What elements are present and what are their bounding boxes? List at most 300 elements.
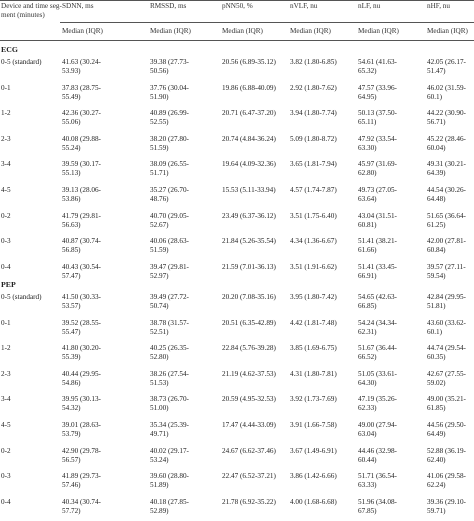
cell-rmssd (150, 421, 189, 439)
cell-line: 51.81) (427, 302, 446, 310)
cell-sdnn (62, 472, 101, 490)
cell-line: 60.44) (358, 456, 377, 464)
cell-line: 40.89 (26.99- (150, 109, 189, 117)
cell-line: 44.54 (30.26- (427, 186, 466, 194)
column-header-pnn50: pNN50, % (222, 2, 253, 10)
cell-rmssd (150, 58, 189, 76)
cell-sdnn (62, 212, 101, 230)
cell-line: 40.43 (30.54- (62, 263, 101, 271)
cell-nlf (358, 135, 397, 153)
cell-line: 64.95) (358, 93, 377, 101)
cell-line: 4.34 (1.36-6.67) (290, 237, 337, 245)
cell-sdnn (62, 109, 101, 127)
cell-nvlf (290, 421, 337, 430)
cell-line: 55.24) (62, 144, 81, 152)
row-label: 1-2 (1, 344, 11, 352)
column-header-nvlf: nVLF, nu (290, 2, 318, 10)
cell-line: 57.72) (62, 507, 81, 515)
row-label: 0-2 (1, 447, 11, 455)
cell-line: 39.59 (30.17- (62, 160, 101, 168)
cell-line: 40.44 (29.95- (62, 370, 101, 378)
cell-line: 23.49 (6.37-36.12) (222, 212, 276, 220)
cell-line: 4.00 (1.68-6.68) (290, 498, 337, 506)
cell-line: 41.79 (29.81- (62, 212, 101, 220)
cell-line: 59.02) (427, 379, 446, 387)
cell-line: 42.00 (27.81- (427, 237, 466, 245)
cell-line: 51.89) (150, 481, 169, 489)
cell-line: 21.78 (6.92-35.22) (222, 498, 276, 506)
cell-rmssd (150, 395, 189, 413)
cell-nhf (427, 109, 466, 127)
cell-line: 3.95 (1.80-7.42) (290, 293, 337, 301)
cell-rmssd (150, 319, 189, 337)
row-label: 1-2 (1, 109, 11, 117)
cell-line: 38.73 (26.70- (150, 395, 189, 403)
cell-line: 20.74 (4.84-36.24) (222, 135, 276, 143)
row-label: 0-2 (1, 212, 11, 220)
cell-line: 61.25) (427, 221, 446, 229)
cell-sdnn (62, 135, 101, 153)
cell-line: 66.91) (358, 272, 377, 280)
cell-line: 3.91 (1.66-7.58) (290, 421, 337, 429)
cell-line: 51.71 (36.54- (358, 472, 397, 480)
cell-nvlf (290, 160, 337, 169)
cell-pnn50 (222, 237, 276, 246)
cell-line: 54.61 (41.63- (358, 58, 397, 66)
cell-line: 63.30) (358, 144, 377, 152)
cell-line: 2.92 (1.80-7.62) (290, 84, 337, 92)
cell-line: 19.86 (6.88-40.09) (222, 84, 276, 92)
cell-nvlf (290, 395, 337, 404)
cell-line: 35.27 (26.70- (150, 186, 189, 194)
cell-line: 51.47) (427, 67, 446, 75)
cell-sdnn (62, 421, 101, 439)
cell-pnn50 (222, 160, 276, 169)
cell-sdnn (62, 293, 101, 311)
cell-rmssd (150, 160, 189, 178)
cell-line: 59.54) (427, 272, 446, 280)
cell-line: 20.51 (6.35-42.89) (222, 319, 276, 327)
cell-nlf (358, 472, 397, 490)
cell-line: 39.01 (28.63- (62, 421, 101, 429)
cell-pnn50 (222, 395, 276, 404)
subheader-pnn50: Median (IQR) (222, 27, 263, 35)
cell-pnn50 (222, 135, 276, 144)
cell-line: 43.60 (33.62- (427, 319, 466, 327)
cell-line: 44.46 (32.98- (358, 447, 397, 455)
group-label-pep: PEP (1, 280, 16, 289)
cell-line: 17.47 (4.44-33.09) (222, 421, 276, 429)
cell-nhf (427, 395, 466, 413)
row-label: 4-5 (1, 186, 11, 194)
cell-line: 60.35) (427, 353, 446, 361)
cell-rmssd (150, 135, 189, 153)
device-header-line: ment (minutes) (1, 11, 45, 19)
cell-line: 54.65 (42.63- (358, 293, 397, 301)
cell-line: 64.39) (427, 169, 446, 177)
cell-nvlf (290, 447, 337, 456)
cell-line: 62.31) (358, 328, 377, 336)
cell-pnn50 (222, 263, 276, 272)
row-label: 4-5 (1, 421, 11, 429)
cell-line: 41.50 (30.33- (62, 293, 101, 301)
cell-line: 54.32) (62, 404, 81, 412)
subheader-nvlf: Median (IQR) (290, 27, 331, 35)
cell-line: 5.09 (1.80-8.72) (290, 135, 337, 143)
cell-line: 64.30) (358, 379, 377, 387)
cell-line: 53.24) (150, 456, 169, 464)
cell-line: 44.74 (29.54- (427, 344, 466, 352)
row-label: 0-4 (1, 263, 11, 271)
cell-line: 55.47) (62, 328, 81, 336)
cell-line: 43.04 (31.51- (358, 212, 397, 220)
cell-line: 39.49 (27.72- (150, 293, 189, 301)
cell-sdnn (62, 58, 101, 76)
cell-nvlf (290, 498, 337, 507)
cell-line: 53.93) (62, 67, 81, 75)
cell-sdnn (62, 237, 101, 255)
cell-nlf (358, 212, 397, 230)
cell-line: 42.36 (30.27- (62, 109, 101, 117)
group-label-ecg: ECG (1, 45, 18, 54)
cell-line: 56.85) (62, 246, 81, 254)
cell-sdnn (62, 160, 101, 178)
cell-sdnn (62, 186, 101, 204)
cell-rmssd (150, 293, 189, 311)
cell-sdnn (62, 319, 101, 337)
cell-line: 48.76) (150, 195, 169, 203)
row-label: 0-5 (standard) (1, 58, 42, 66)
cell-nvlf (290, 109, 337, 118)
cell-line: 20.71 (6.47-37.20) (222, 109, 276, 117)
cell-line: 3.51 (1.75-6.40) (290, 212, 337, 220)
cell-line: 3.67 (1.49-6.91) (290, 447, 337, 455)
row-label: 3-4 (1, 395, 11, 403)
row-label: 0-3 (1, 472, 11, 480)
cell-line: 19.64 (4.09-32.36) (222, 160, 276, 168)
cell-line: 21.19 (4.62-37.53) (222, 370, 276, 378)
cell-line: 40.06 (28.63- (150, 237, 189, 245)
cell-rmssd (150, 447, 189, 465)
cell-nlf (358, 319, 397, 337)
cell-line: 40.18 (27.85- (150, 498, 189, 506)
cell-line: 57.46) (62, 481, 81, 489)
cell-nlf (358, 263, 397, 281)
subheader-sdnn: Median (IQR) (62, 27, 103, 35)
cell-line: 38.78 (31.57- (150, 319, 189, 327)
cell-line: 41.89 (29.73- (62, 472, 101, 480)
cell-nhf (427, 472, 466, 490)
cell-nlf (358, 498, 397, 516)
device-column-header (1, 2, 62, 20)
cell-nhf (427, 160, 466, 178)
cell-line: 51.05 (33.61- (358, 370, 397, 378)
cell-nvlf (290, 344, 337, 353)
cell-rmssd (150, 186, 189, 204)
cell-sdnn (62, 498, 101, 516)
cell-line: 56.57) (62, 456, 81, 464)
column-header-sdnn: SDNN, ms (62, 2, 94, 10)
cell-nlf (358, 237, 397, 255)
cell-nlf (358, 293, 397, 311)
cell-nhf (427, 319, 466, 337)
cell-line: 55.49) (62, 93, 81, 101)
cell-line: 56.63) (62, 221, 81, 229)
cell-pnn50 (222, 84, 276, 93)
cell-pnn50 (222, 344, 276, 353)
cell-line: 53.86) (62, 195, 81, 203)
cell-line: 45.22 (28.46- (427, 135, 466, 143)
cell-nhf (427, 135, 466, 153)
header-bottom-rule (0, 40, 474, 41)
cell-nvlf (290, 263, 337, 272)
cell-nlf (358, 447, 397, 465)
column-header-nlf: nLF, nu (358, 2, 381, 10)
cell-line: 3.65 (1.81-7.94) (290, 160, 337, 168)
cell-nvlf (290, 472, 337, 481)
cell-line: 38.26 (27.54- (150, 370, 189, 378)
cell-nhf (427, 498, 466, 516)
cell-pnn50 (222, 186, 276, 195)
cell-nlf (358, 84, 397, 102)
cell-nhf (427, 421, 466, 439)
cell-line: 49.71) (150, 430, 169, 438)
cell-nvlf (290, 319, 337, 328)
cell-line: 50.56) (150, 67, 169, 75)
cell-line: 15.53 (5.11-33.94) (222, 186, 276, 194)
cell-nvlf (290, 186, 337, 195)
cell-nlf (358, 58, 397, 76)
cell-line: 60.1) (427, 93, 442, 101)
cell-line: 47.57 (33.96- (358, 84, 397, 92)
cell-line: 42.84 (29.95- (427, 293, 466, 301)
cell-nhf (427, 263, 466, 281)
cell-line: 41.06 (29.58- (427, 472, 466, 480)
cell-line: 40.70 (29.05- (150, 212, 189, 220)
cell-line: 52.88 (36.19- (427, 447, 466, 455)
cell-line: 55.06) (62, 118, 81, 126)
cell-sdnn (62, 84, 101, 102)
cell-nvlf (290, 293, 337, 302)
cell-line: 37.83 (28.75- (62, 84, 101, 92)
cell-sdnn (62, 263, 101, 281)
cell-nvlf (290, 84, 337, 93)
cell-rmssd (150, 263, 189, 281)
cell-line: 3.94 (1.80-7.74) (290, 109, 337, 117)
row-label: 0-5 (standard) (1, 293, 42, 301)
cell-line: 38.20 (27.80- (150, 135, 189, 143)
cell-nhf (427, 186, 466, 204)
subheader-nlf: Median (IQR) (358, 27, 399, 35)
cell-line: 51.71) (150, 169, 169, 177)
cell-line: 49.00 (27.94- (358, 421, 397, 429)
cell-pnn50 (222, 498, 276, 507)
cell-line: 37.76 (30.04- (150, 84, 189, 92)
cell-nhf (427, 344, 466, 362)
subheader-rmssd: Median (IQR) (150, 27, 191, 35)
cell-line: 40.25 (26.35- (150, 344, 189, 352)
cell-nhf (427, 370, 466, 388)
cell-nlf (358, 186, 397, 204)
row-label: 2-3 (1, 135, 11, 143)
cell-line: 60.04) (427, 144, 446, 152)
cell-line: 42.05 (26.17- (427, 58, 466, 66)
cell-nvlf (290, 237, 337, 246)
cell-line: 66.85) (358, 302, 377, 310)
cell-nlf (358, 370, 397, 388)
cell-pnn50 (222, 472, 276, 481)
cell-rmssd (150, 109, 189, 127)
cell-line: 59.71) (427, 507, 446, 515)
cell-line: 52.89) (150, 507, 169, 515)
cell-nhf (427, 84, 466, 102)
column-header-rmssd: RMSSD, ms (150, 2, 187, 10)
cell-line: 20.20 (7.08-35.16) (222, 293, 276, 301)
cell-rmssd (150, 212, 189, 230)
cell-line: 52.55) (150, 118, 169, 126)
cell-nvlf (290, 135, 337, 144)
cell-nvlf (290, 58, 337, 67)
top-rule (0, 0, 474, 1)
cell-line: 62.33) (358, 404, 377, 412)
cell-line: 39.38 (27.73- (150, 58, 189, 66)
cell-line: 49.31 (30.21- (427, 160, 466, 168)
cell-line: 39.36 (29.10- (427, 498, 466, 506)
row-label: 0-1 (1, 84, 11, 92)
cell-pnn50 (222, 212, 276, 221)
cell-rmssd (150, 344, 189, 362)
row-label: 0-3 (1, 237, 11, 245)
cell-line: 67.85) (358, 507, 377, 515)
cell-sdnn (62, 447, 101, 465)
cell-sdnn (62, 344, 101, 362)
column-header-nhf: nHF, nu (427, 2, 450, 10)
cell-line: 52.67) (150, 221, 169, 229)
cell-line: 51.41 (38.21- (358, 237, 397, 245)
cell-nlf (358, 421, 397, 439)
cell-nhf (427, 58, 466, 76)
cell-nlf (358, 395, 397, 413)
cell-line: 54.24 (34.34- (358, 319, 397, 327)
cell-line: 51.90) (150, 93, 169, 101)
cell-line: 51.41 (33.45- (358, 263, 397, 271)
subheader-rule (60, 22, 474, 23)
cell-line: 51.67 (36.44- (358, 344, 397, 352)
cell-nlf (358, 344, 397, 362)
cell-line: 47.19 (35.26- (358, 395, 397, 403)
cell-line: 57.47) (62, 272, 81, 280)
cell-line: 39.13 (28.06- (62, 186, 101, 194)
cell-nhf (427, 237, 466, 255)
cell-pnn50 (222, 58, 276, 67)
cell-line: 20.59 (4.95-32.53) (222, 395, 276, 403)
cell-line: 60.1) (427, 328, 442, 336)
cell-sdnn (62, 395, 101, 413)
cell-line: 61.66) (358, 246, 377, 254)
cell-line: 40.08 (29.88- (62, 135, 101, 143)
row-label: 2-3 (1, 370, 11, 378)
cell-line: 3.51 (1.91-6.62) (290, 263, 337, 271)
cell-line: 47.92 (33.54- (358, 135, 397, 143)
cell-line: 51.59) (150, 246, 169, 254)
cell-line: 40.02 (29.17- (150, 447, 189, 455)
cell-line: 64.49) (427, 430, 446, 438)
cell-line: 49.00 (35.21- (427, 395, 466, 403)
cell-line: 62.24) (427, 481, 446, 489)
cell-line: 20.56 (6.89-35.12) (222, 58, 276, 66)
cell-pnn50 (222, 319, 276, 328)
cell-line: 62.80) (358, 169, 377, 177)
cell-line: 60.84) (427, 246, 446, 254)
cell-line: 21.59 (7.01-36.13) (222, 263, 276, 271)
cell-pnn50 (222, 293, 276, 302)
cell-line: 39.95 (30.13- (62, 395, 101, 403)
cell-line: 42.90 (29.78- (62, 447, 101, 455)
cell-line: 21.84 (5.26-35.54) (222, 237, 276, 245)
cell-line: 45.97 (31.69- (358, 160, 397, 168)
cell-sdnn (62, 370, 101, 388)
cell-line: 51.59) (150, 144, 169, 152)
cell-line: 50.13 (37.50- (358, 109, 397, 117)
cell-line: 63.64) (358, 195, 377, 203)
cell-line: 55.13) (62, 169, 81, 177)
cell-line: 53.79) (62, 430, 81, 438)
cell-line: 50.74) (150, 302, 169, 310)
cell-line: 61.85) (427, 404, 446, 412)
cell-line: 42.67 (27.55- (427, 370, 466, 378)
cell-line: 39.52 (28.55- (62, 319, 101, 327)
cell-line: 3.86 (1.42-6.66) (290, 472, 337, 480)
cell-line: 52.80) (150, 353, 169, 361)
cell-line: 51.53) (150, 379, 169, 387)
cell-nhf (427, 293, 466, 311)
cell-nlf (358, 160, 397, 178)
cell-pnn50 (222, 447, 276, 456)
cell-line: 24.67 (6.62-37.46) (222, 447, 276, 455)
cell-line: 4.42 (1.81-7.48) (290, 319, 337, 327)
cell-line: 52.51) (150, 328, 169, 336)
cell-line: 40.34 (30.74- (62, 498, 101, 506)
cell-nvlf (290, 212, 337, 221)
cell-line: 3.92 (1.73-7.69) (290, 395, 337, 403)
cell-line: 65.11) (358, 118, 377, 126)
cell-line: 66.52) (358, 353, 377, 361)
cell-line: 62.40) (427, 456, 446, 464)
cell-line: 52.97) (150, 272, 169, 280)
cell-rmssd (150, 237, 189, 255)
cell-line: 44.56 (29.50- (427, 421, 466, 429)
cell-rmssd (150, 498, 189, 516)
cell-rmssd (150, 84, 189, 102)
cell-line: 38.09 (26.55- (150, 160, 189, 168)
cell-line: 51.00) (150, 404, 169, 412)
cell-line: 22.84 (5.76-39.28) (222, 344, 276, 352)
cell-line: 46.02 (31.59- (427, 84, 466, 92)
cell-pnn50 (222, 421, 276, 430)
cell-line: 4.57 (1.74-7.87) (290, 186, 337, 194)
cell-line: 60.81) (358, 221, 377, 229)
cell-line: 40.87 (30.74- (62, 237, 101, 245)
cell-line: 63.04) (358, 430, 377, 438)
cell-line: 51.96 (34.08- (358, 498, 397, 506)
cell-nvlf (290, 370, 337, 379)
cell-pnn50 (222, 109, 276, 118)
cell-line: 3.82 (1.80-6.85) (290, 58, 337, 66)
cell-nhf (427, 212, 466, 230)
cell-line: 56.71) (427, 118, 446, 126)
cell-line: 64.48) (427, 195, 446, 203)
subheader-nhf: Median (IQR) (427, 27, 468, 35)
